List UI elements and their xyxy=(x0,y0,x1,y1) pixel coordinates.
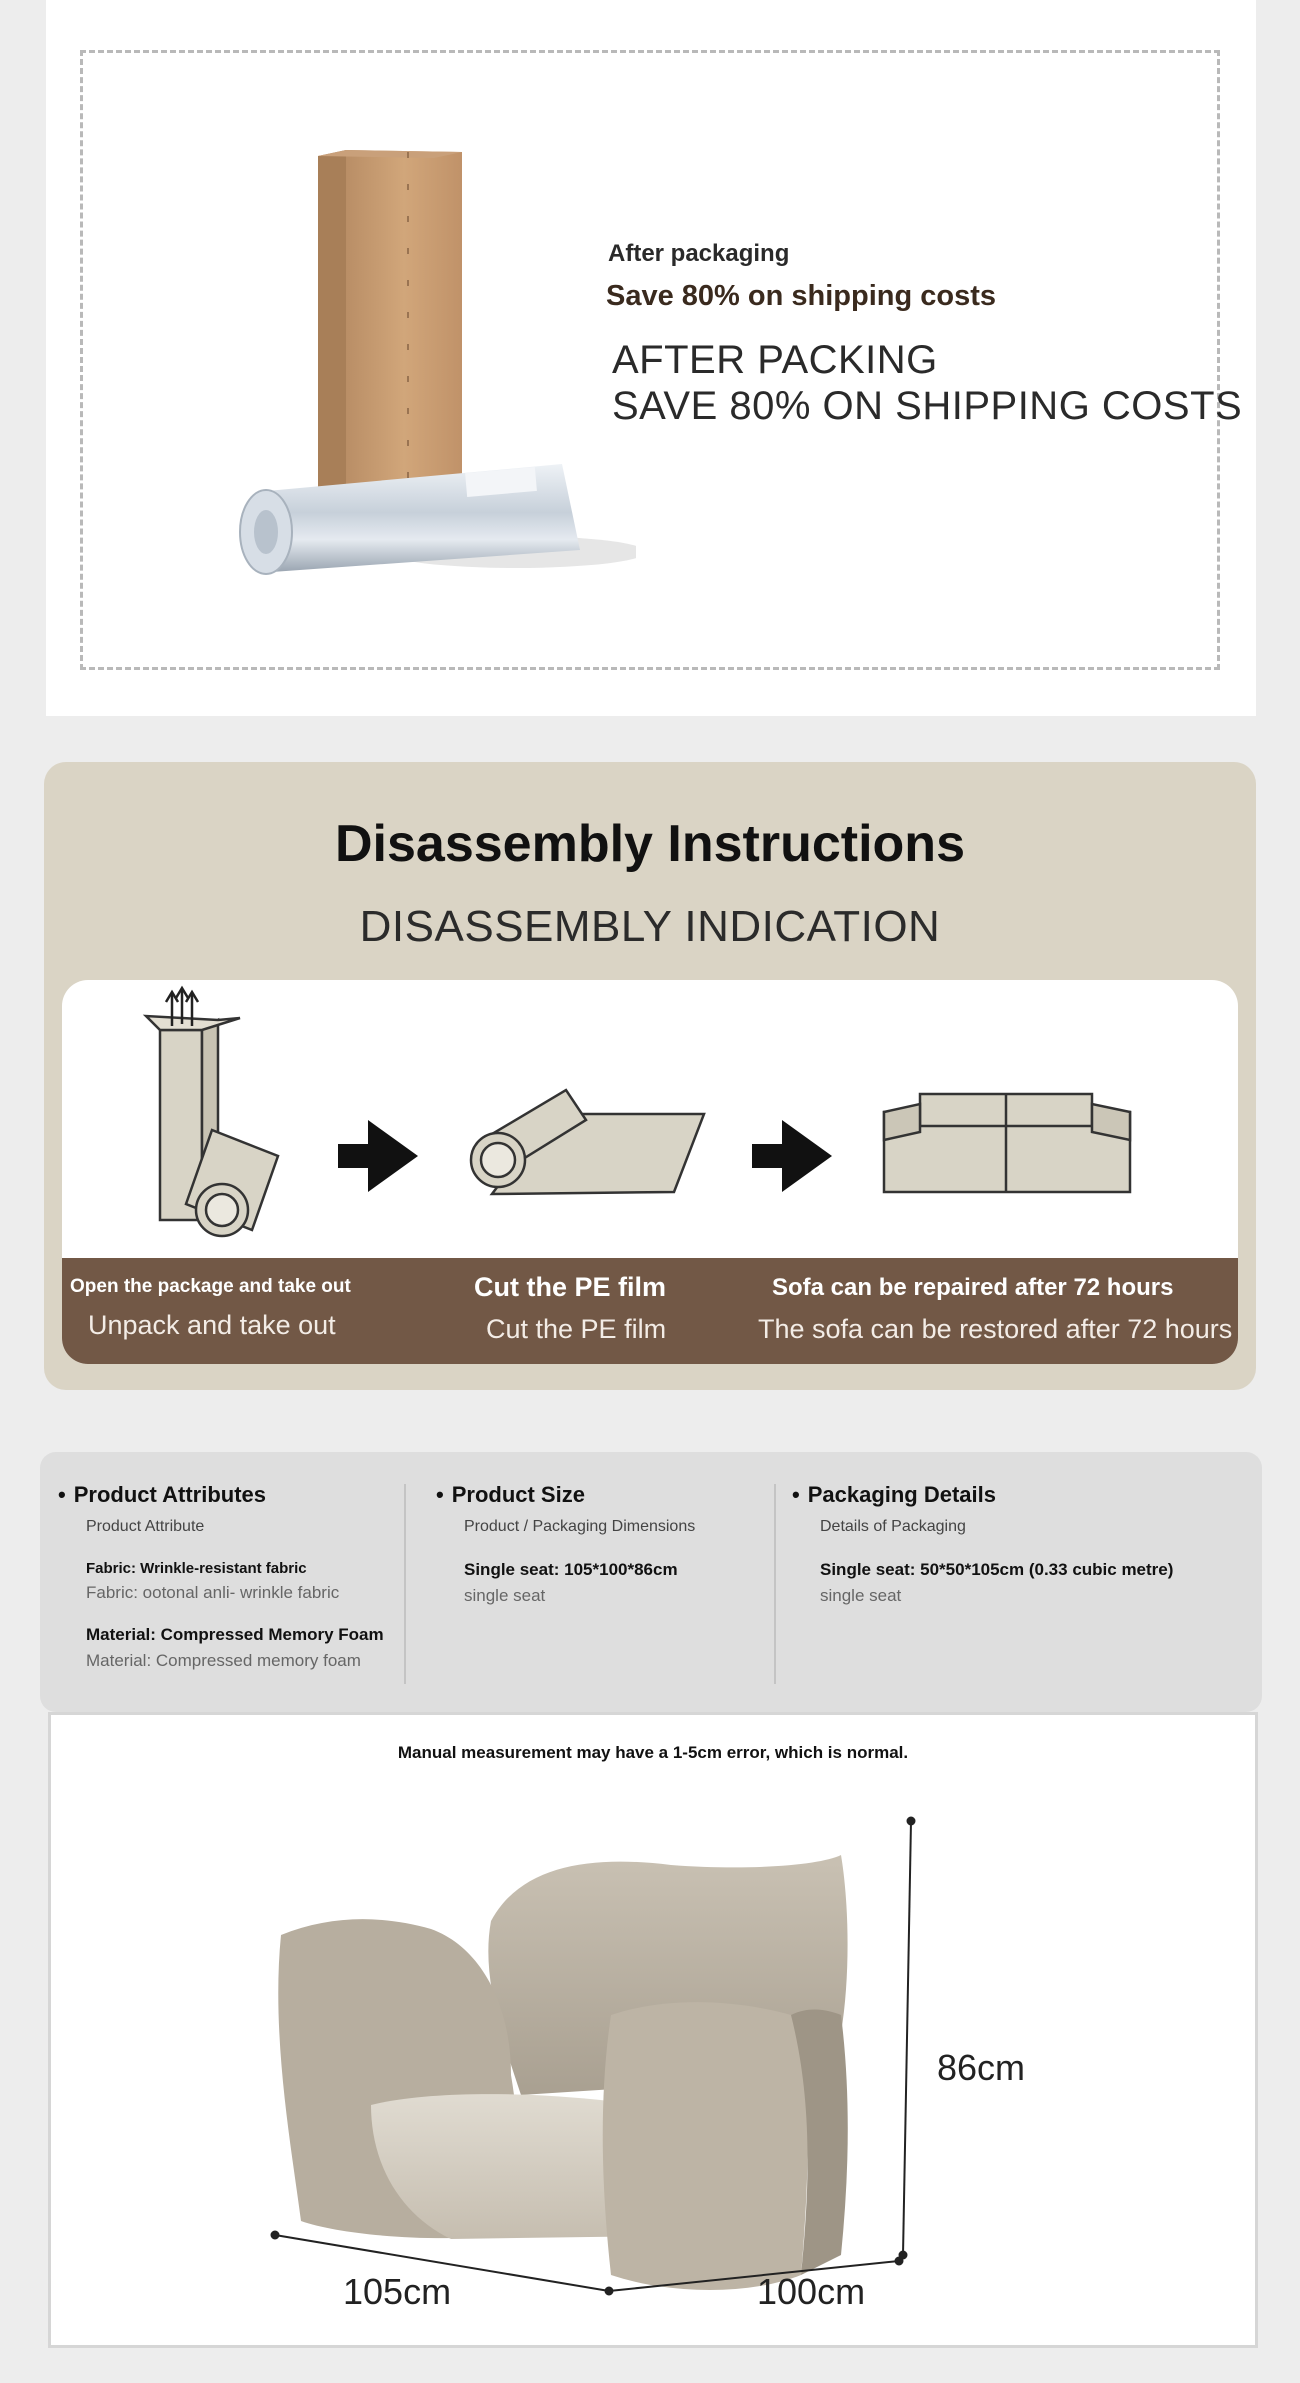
packaging-details-column xyxy=(792,1482,1173,1628)
step-3-primary-label: Sofa can be repaired after 72 hours xyxy=(772,1274,1174,1301)
step-3-secondary-label: The sofa can be restored after 72 hours xyxy=(758,1314,1233,1344)
size-attribute xyxy=(464,1560,695,1606)
packaging-title-small: After packaging xyxy=(608,240,790,267)
product-attributes-heading: Product Attributes xyxy=(73,1482,266,1507)
step-1-primary-label: Open the package and take out xyxy=(70,1276,351,1297)
attributes-section xyxy=(40,1452,1262,1712)
material-line-light: Material: Compressed memory foam xyxy=(86,1651,361,1670)
fabric-attribute xyxy=(86,1560,384,1603)
disassembly-step-labels xyxy=(62,1258,1238,1364)
restored-sofa-icon xyxy=(884,1094,1130,1192)
height-label: 86cm xyxy=(937,2047,1026,2088)
material-line-strong: Material: Compressed Memory Foam xyxy=(86,1625,384,1644)
bullet-icon: • xyxy=(436,1482,444,1507)
width-label: 105cm xyxy=(343,2271,452,2312)
product-size-subheading: Product / Packaging Dimensions xyxy=(464,1518,696,1535)
size-line-strong: Single seat: 105*100*86cm xyxy=(464,1560,678,1579)
disassembly-section xyxy=(44,762,1256,1390)
unpack-icon xyxy=(146,988,278,1236)
measurement-note: Manual measurement may have a 1-5cm error, which is normal. xyxy=(397,1743,909,1762)
sofa-dimension-illustration xyxy=(51,1715,1255,2345)
product-size-column xyxy=(436,1482,695,1628)
product-attributes-column xyxy=(58,1482,384,1693)
packaging-caps-line-2: SAVE 80% ON SHIPPING COSTS xyxy=(612,384,1243,428)
product-size-heading: Product Size xyxy=(451,1482,585,1507)
step-2-primary-label: Cut the PE film xyxy=(474,1272,667,1302)
bullet-icon: • xyxy=(58,1482,66,1507)
column-divider xyxy=(404,1484,406,1684)
packaging-line-light: single seat xyxy=(820,1586,902,1605)
packaging-details-heading: Packaging Details xyxy=(807,1482,997,1507)
dimensions-section xyxy=(48,1712,1258,2348)
packaging-illustration xyxy=(216,140,636,620)
arrow-icon-2 xyxy=(752,1120,832,1192)
armchair xyxy=(278,1855,847,2290)
packaging-details-subheading: Details of Packaging xyxy=(820,1518,966,1535)
rolled-sofa xyxy=(240,464,636,574)
bullet-icon: • xyxy=(792,1482,800,1507)
depth-label: 100cm xyxy=(757,2271,866,2312)
cardboard-box xyxy=(318,150,462,506)
disassembly-subtitle: DISASSEMBLY INDICATION xyxy=(359,902,941,951)
packaging-attribute xyxy=(820,1560,1173,1606)
disassembly-step-icons xyxy=(62,980,1238,1260)
fabric-line-light: Fabric: ootonal anli- wrinkle fabric xyxy=(86,1583,340,1602)
disassembly-panel xyxy=(62,980,1238,1364)
packaging-title-bold: Save 80% on shipping costs xyxy=(606,280,996,312)
arrow-icon-1 xyxy=(338,1120,418,1192)
material-attribute xyxy=(86,1625,384,1671)
step-2-secondary-label: Cut the PE film xyxy=(486,1314,667,1344)
product-attributes-subheading: Product Attribute xyxy=(86,1518,205,1535)
cut-film-icon xyxy=(471,1090,704,1194)
column-divider xyxy=(774,1484,776,1684)
packaging-section xyxy=(46,0,1256,716)
size-line-light: single seat xyxy=(464,1586,546,1605)
fabric-line-strong: Fabric: Wrinkle-resistant fabric xyxy=(86,1560,307,1577)
packaging-line-strong: Single seat: 50*50*105cm (0.33 cubic metre) xyxy=(820,1560,1174,1579)
packaging-caps-line-1: AFTER PACKING xyxy=(612,338,938,382)
disassembly-title: Disassembly Instructions xyxy=(335,815,965,873)
step-1-secondary-label: Unpack and take out xyxy=(88,1310,336,1340)
